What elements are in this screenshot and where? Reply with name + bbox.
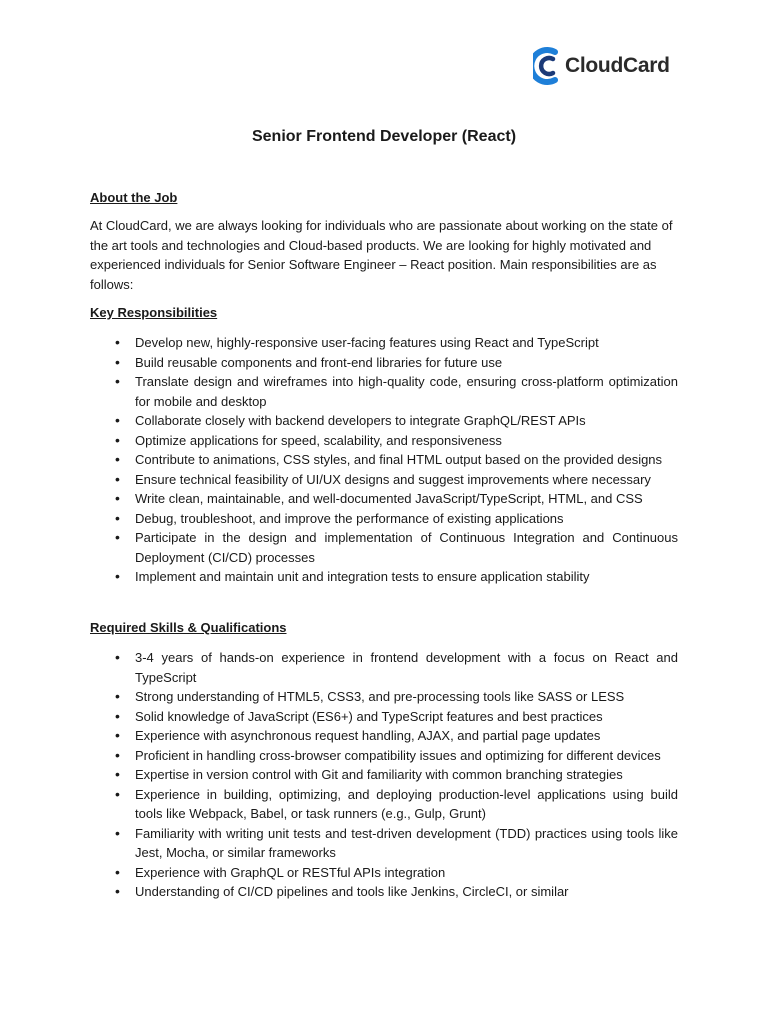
responsibilities-heading: Key Responsibilities	[90, 305, 218, 320]
list-item: • Familiarity with writing unit tests and test-driven development (TDD) practices using tools like Jest, Mocha, or similar frameworks	[90, 824, 678, 863]
list-item: • Expertise in version control with Git and familiarity with common branching strategies	[90, 765, 678, 785]
skills-heading-container	[90, 618, 678, 638]
list-item: • Solid knowledge of JavaScript (ES6+) and TypeScript features and best practices	[90, 707, 678, 727]
list-item: • Proficient in handling cross-browser compatibility issues and optimizing for different devices	[90, 746, 678, 766]
list-item: • Experience in building, optimizing, and deploying production-level applications using build tools like Webpack, Babel, or task runners (e.g., Gulp, Grunt)	[90, 785, 678, 824]
about-section	[90, 188, 678, 208]
skills-heading: Required Skills & Qualifications	[90, 620, 287, 635]
list-item: • Optimize applications for speed, scalability, and responsiveness	[90, 431, 678, 451]
cloudcard-logo	[533, 45, 670, 87]
list-item: • Debug, troubleshoot, and improve the performance of existing applications	[90, 509, 678, 529]
list-item: • Experience with GraphQL or RESTful APIs integration	[90, 863, 678, 883]
list-item: • Strong understanding of HTML5, CSS3, and pre-processing tools like SASS or LESS	[90, 687, 678, 707]
list-item: • Participate in the design and implementation of Continuous Integration and Continuous Deployment (CI/CD) processes	[90, 528, 678, 567]
list-item: • Experience with asynchronous request handling, AJAX, and partial page updates	[90, 726, 678, 746]
list-item: • Ensure technical feasibility of UI/UX designs and suggest improvements where necessary	[90, 470, 678, 490]
about-heading: About the Job	[90, 190, 178, 205]
skills-list-container	[90, 648, 678, 902]
list-item: • Build reusable components and front-end libraries for future use	[90, 353, 678, 373]
list-item: • Contribute to animations, CSS styles, and final HTML output based on the provided designs	[90, 450, 678, 470]
list-item: • Translate design and wireframes into high-quality code, ensuring cross-platform optimization for mobile and desktop	[90, 372, 678, 411]
list-item: • Collaborate closely with backend developers to integrate GraphQL/REST APIs	[90, 411, 678, 431]
responsibilities-list	[90, 333, 678, 587]
page-title: Senior Frontend Developer (React)	[251, 128, 517, 145]
list-item: • Develop new, highly-responsive user-facing features using React and TypeScript	[90, 333, 678, 353]
list-item: • 3-4 years of hands-on experience in frontend development with a focus on React and TypeScript	[90, 648, 678, 687]
skills-list	[90, 648, 678, 902]
cloudcard-logo-icon	[533, 46, 563, 86]
logo-text: CloudCard	[565, 54, 670, 77]
responsibilities-heading-container	[90, 303, 678, 323]
list-item: • Understanding of CI/CD pipelines and tools like Jenkins, CircleCI, or similar	[90, 882, 678, 902]
responsibilities-list-container	[90, 333, 678, 587]
list-item: • Implement and maintain unit and integration tests to ensure application stability	[90, 567, 678, 587]
list-item: • Write clean, maintainable, and well-documented JavaScript/TypeScript, HTML, and CSS	[90, 489, 678, 509]
about-body-container	[90, 216, 678, 294]
about-body: At CloudCard, we are always looking for individuals who are passionate about working on the state of the art tools and technologies and Cloud-based products. We are looking for highly motivated and experienced individuals for Senior Software Engineer – React position. Main responsibilities are as follows:	[90, 218, 673, 292]
